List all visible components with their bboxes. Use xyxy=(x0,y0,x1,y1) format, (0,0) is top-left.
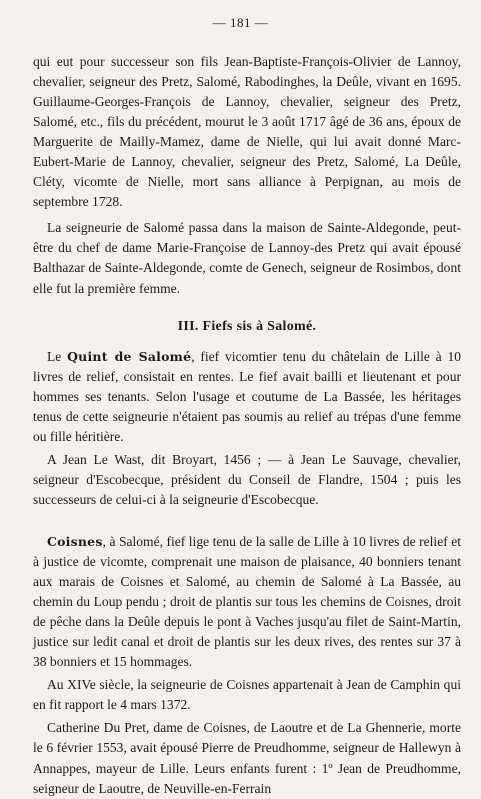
quint-de-salome-label: Quint de Salomé xyxy=(67,348,192,364)
paragraph-quint-de-salome xyxy=(33,347,461,447)
paragraph-xive-siecle: Au XIVe siècle, la seigneurie de Coisnes appartenait à Jean de Camphin qui en fit rapport le 4 mars 1372. xyxy=(33,677,461,713)
quint-body: , fief vicomtier tenu du châtelain de Lille à 10 livres de relief, consistait en rentes. Le fief avait bailli et lieutenant et pour hommes ses tenants. Selon l'usage et coutume de La Bassée, les héritages tenus de cette seigneurie n'étaient pas soumis au relief au trépas d'une femme ou fille héritière. xyxy=(33,348,461,444)
coisnes-body: , à Salomé, fief lige tenu de la salle de Lille à 10 livres de relief et à justice de vicomte, comprenait une maison de plaisance, 40 bonniers tenant aux marais de Coisnes et Salomé, au chemin de Salomé à La Bassée, au chemin du Loup pendu ; droit de plantis sur tous les chemins de Coisnes, droit de pêche dans la Deûle depuis le pont à Vaches jusqu'au filet de Saint-Martin, justice sur ledit canal et droit de plantis sur les deux rives, des rentes sur 37 à 38 bonniers et 15 hommages. xyxy=(33,533,461,670)
text-body xyxy=(33,52,461,799)
quint-prefix: Le xyxy=(47,348,62,364)
page-number: — 181 — xyxy=(212,15,269,30)
paragraph-coisnes xyxy=(33,532,461,672)
coisnes-label: Coisnes xyxy=(47,533,103,549)
paragraph-sainte-aldegonde: La seigneurie de Salomé passa dans la maison de Sainte-Aldegonde, peut-être du chef de dame Marie-Françoise de Lannoy-des Pretz qui avait épousé Balthazar de Sainte-Aldegonde, comte de Genech, seigneur de Rosimbos, dont elle fut la première femme. xyxy=(33,220,461,296)
paragraph-lannoy-succession: qui eut pour successeur son fils Jean-Baptiste-François-Olivier de Lannoy, chevalier, seigneur des Pretz, Salomé, Rabodinghes, la Deûle, vivant en 1695. Guillaume-Georges-François de Lannoy, chevalier, seigneur des Pretz, Salomé, etc., fils du précédent, mourut le 3 août 1717 âgé de 36 ans, époux de Marguerite de Mailly-Mamez, dame de Nielle, qui lui avait donné Marc-Eubert-Marie de Lannoy, chevalier, seigneur des Pretz, Salomé, La Deûle, Cléty, vicomte de Nielle, mort sans alliance à Perpignan, au mois de septembre 1728. xyxy=(33,54,461,210)
paragraph-catherine-du-pret: Catherine Du Pret, dame de Coisnes, de Laoutre et de La Ghennerie, morte le 6 février 1553, avait épousé Pierre de Preudhomme, seigneur de Hallewyn à Annappes, mayeur de Lille. Leurs enfants furent : 1º Jean de Preudhomme, seigneur de Laoutre, de Neuville-en-Ferrain xyxy=(33,720,461,796)
section-heading: III. Fiefs sis à Salomé. xyxy=(177,318,317,334)
paragraph-quint-holders: A Jean Le Wast, dit Broyart, 1456 ; — à Jean Le Sauvage, chevalier, seigneur d'Escobecque, président du Conseil de Flandre, 1504 ; puis les successeurs de celui-ci à la seigneurie d'Escobecque. xyxy=(33,451,461,507)
